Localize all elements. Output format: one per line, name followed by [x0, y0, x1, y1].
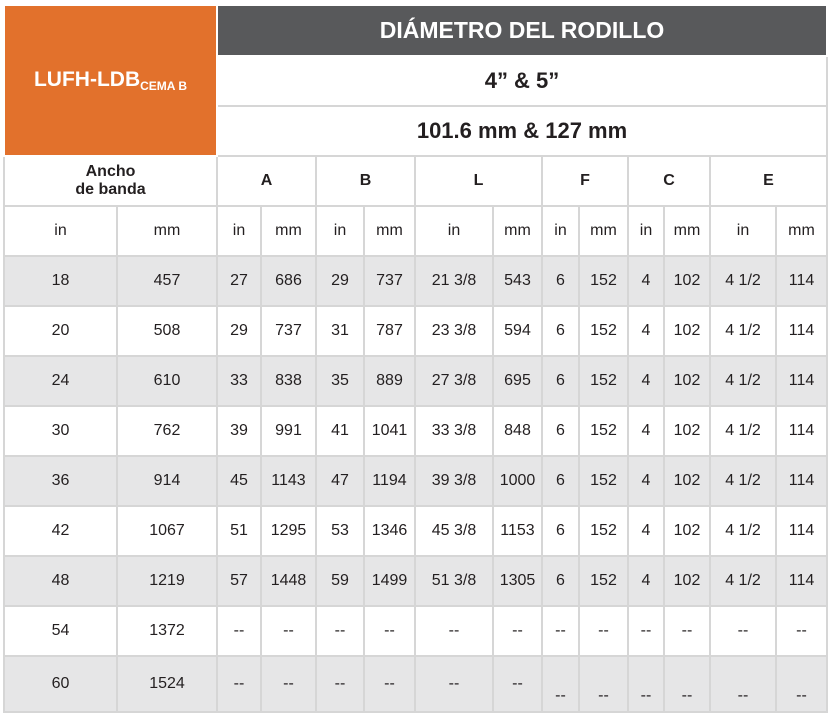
table-cell: 6: [542, 506, 579, 556]
table-cell: --: [364, 656, 415, 712]
table-cell: 51 3/8: [415, 556, 493, 606]
table-cell: 31: [316, 306, 364, 356]
table-cell: 29: [316, 256, 364, 306]
table-cell: 1499: [364, 556, 415, 606]
table-cell: 1372: [117, 606, 217, 656]
table-cell: 152: [579, 256, 628, 306]
table-cell: 1041: [364, 406, 415, 456]
table-cell: --: [710, 656, 776, 712]
table-cell: 114: [776, 406, 827, 456]
table-cell: 1153: [493, 506, 542, 556]
table-cell: 6: [542, 356, 579, 406]
table-cell: 39: [217, 406, 261, 456]
table-cell: 991: [261, 406, 316, 456]
unit-header: in: [316, 206, 364, 256]
table-cell: --: [628, 656, 664, 712]
table-row: [4, 556, 827, 606]
table-cell: 23 3/8: [415, 306, 493, 356]
table-cell: 45: [217, 456, 261, 506]
table-cell: 1346: [364, 506, 415, 556]
table-cell: 102: [664, 356, 710, 406]
table-cell: 152: [579, 306, 628, 356]
unit-header: mm: [776, 206, 827, 256]
table-cell: 102: [664, 506, 710, 556]
unit-header: in: [710, 206, 776, 256]
group-header-f: F: [542, 156, 628, 206]
table-cell: --: [415, 606, 493, 656]
table-cell: 4: [628, 506, 664, 556]
roller-diameter-mm: 101.6 mm & 127 mm: [217, 106, 827, 156]
table-cell: --: [493, 656, 542, 712]
table-cell: 1305: [493, 556, 542, 606]
dimension-table: [3, 4, 828, 713]
table-cell: --: [364, 606, 415, 656]
table-cell: 4: [628, 356, 664, 406]
unit-header: in: [628, 206, 664, 256]
table-cell: 51: [217, 506, 261, 556]
unit-header: in: [415, 206, 493, 256]
table-cell: 4 1/2: [710, 356, 776, 406]
belt-width-label-line1: Ancho: [85, 163, 136, 180]
table-cell: 18: [4, 256, 117, 306]
table-cell: 4: [628, 306, 664, 356]
table-cell: 1067: [117, 506, 217, 556]
table-cell: 6: [542, 306, 579, 356]
roller-diameter-inches: 4” & 5”: [217, 56, 827, 106]
unit-header: mm: [364, 206, 415, 256]
table-cell: 114: [776, 306, 827, 356]
unit-header: mm: [664, 206, 710, 256]
table-cell: 47: [316, 456, 364, 506]
table-cell: 4 1/2: [710, 256, 776, 306]
table-cell: 4 1/2: [710, 556, 776, 606]
model-label: [4, 5, 217, 156]
table-cell: 6: [542, 406, 579, 456]
table-cell: 6: [542, 456, 579, 506]
table-cell: 4 1/2: [710, 456, 776, 506]
unit-header: in: [217, 206, 261, 256]
group-header-b: B: [316, 156, 415, 206]
table-cell: 30: [4, 406, 117, 456]
table-cell: 1143: [261, 456, 316, 506]
table-cell: 152: [579, 456, 628, 506]
table-cell: 838: [261, 356, 316, 406]
table-cell: 42: [4, 506, 117, 556]
unit-header: mm: [261, 206, 316, 256]
table-cell: 27: [217, 256, 261, 306]
table-cell: --: [316, 606, 364, 656]
table-cell: 1524: [117, 656, 217, 712]
table-cell: 27 3/8: [415, 356, 493, 406]
unit-header: in: [542, 206, 579, 256]
table-cell: 787: [364, 306, 415, 356]
table-cell: 45 3/8: [415, 506, 493, 556]
table-cell: 457: [117, 256, 217, 306]
table-cell: 53: [316, 506, 364, 556]
table-cell: 4 1/2: [710, 506, 776, 556]
table-cell: 1295: [261, 506, 316, 556]
table-cell: 57: [217, 556, 261, 606]
table-cell: --: [579, 656, 628, 712]
table-cell: --: [664, 606, 710, 656]
table-cell: 114: [776, 556, 827, 606]
table-cell: 1448: [261, 556, 316, 606]
table-cell: 848: [493, 406, 542, 456]
table-cell: --: [493, 606, 542, 656]
unit-header: mm: [493, 206, 542, 256]
table-cell: 21 3/8: [415, 256, 493, 306]
unit-header: mm: [117, 206, 217, 256]
table-cell: --: [664, 656, 710, 712]
table-cell: 594: [493, 306, 542, 356]
table-cell: 914: [117, 456, 217, 506]
table-cell: 543: [493, 256, 542, 306]
table-cell: 737: [261, 306, 316, 356]
table-cell: 48: [4, 556, 117, 606]
table-cell: --: [579, 606, 628, 656]
group-header-c: C: [628, 156, 710, 206]
table-cell: --: [217, 656, 261, 712]
table-cell: 102: [664, 556, 710, 606]
table-cell: 60: [4, 656, 117, 712]
table-cell: 24: [4, 356, 117, 406]
table-cell: 610: [117, 356, 217, 406]
table-cell: 39 3/8: [415, 456, 493, 506]
table-cell: 114: [776, 356, 827, 406]
table-cell: --: [217, 606, 261, 656]
table-cell: --: [261, 606, 316, 656]
table-cell: --: [316, 656, 364, 712]
table-cell: 102: [664, 306, 710, 356]
table-row: [4, 256, 827, 306]
table-cell: 1219: [117, 556, 217, 606]
table-cell: --: [776, 656, 827, 712]
table-cell: 1000: [493, 456, 542, 506]
table-cell: 152: [579, 506, 628, 556]
table-cell: --: [542, 606, 579, 656]
table-cell: 114: [776, 506, 827, 556]
table-cell: 4 1/2: [710, 306, 776, 356]
model-name: LUFH-LDB: [33, 68, 141, 91]
table-row: [4, 606, 827, 656]
unit-header: in: [4, 206, 117, 256]
table-cell: 36: [4, 456, 117, 506]
table-row: [4, 656, 827, 712]
roller-diameter-title: DIÁMETRO DEL RODILLO: [217, 5, 827, 56]
table-row: [4, 506, 827, 556]
table-cell: 4: [628, 256, 664, 306]
table-cell: 33: [217, 356, 261, 406]
table-cell: 35: [316, 356, 364, 406]
table-cell: --: [415, 656, 493, 712]
unit-header: mm: [579, 206, 628, 256]
table-cell: --: [261, 656, 316, 712]
table-cell: 41: [316, 406, 364, 456]
table-cell: 6: [542, 556, 579, 606]
table-cell: 6: [542, 256, 579, 306]
table-cell: 33 3/8: [415, 406, 493, 456]
table-cell: 152: [579, 406, 628, 456]
table-cell: 889: [364, 356, 415, 406]
units-row: [4, 206, 827, 256]
table-cell: --: [710, 606, 776, 656]
table-cell: 4: [628, 456, 664, 506]
table-row: [4, 406, 827, 456]
table-cell: 102: [664, 456, 710, 506]
table-cell: 152: [579, 356, 628, 406]
table-cell: --: [628, 606, 664, 656]
table-cell: 762: [117, 406, 217, 456]
belt-width-header: [4, 156, 217, 206]
table-cell: 20: [4, 306, 117, 356]
table-cell: --: [776, 606, 827, 656]
table-cell: 102: [664, 256, 710, 306]
table-cell: 114: [776, 456, 827, 506]
table-row: [4, 356, 827, 406]
table-cell: 29: [217, 306, 261, 356]
data-rows: [4, 256, 827, 712]
group-header-l: L: [415, 156, 542, 206]
table-cell: --: [542, 656, 579, 712]
table-cell: 152: [579, 556, 628, 606]
table-cell: 114: [776, 256, 827, 306]
table-cell: 695: [493, 356, 542, 406]
table-cell: 686: [261, 256, 316, 306]
table-cell: 1194: [364, 456, 415, 506]
model-subscript: CEMA B: [140, 79, 188, 93]
group-header-a: A: [217, 156, 316, 206]
group-header-e: E: [710, 156, 827, 206]
belt-width-label-line2: de banda: [75, 181, 146, 198]
table-cell: 4: [628, 406, 664, 456]
table-cell: 59: [316, 556, 364, 606]
table-cell: 102: [664, 406, 710, 456]
table-cell: 4 1/2: [710, 406, 776, 456]
table-cell: 4: [628, 556, 664, 606]
table-cell: 508: [117, 306, 217, 356]
table-cell: 54: [4, 606, 117, 656]
table-row: [4, 456, 827, 506]
table-cell: 737: [364, 256, 415, 306]
table-row: [4, 306, 827, 356]
